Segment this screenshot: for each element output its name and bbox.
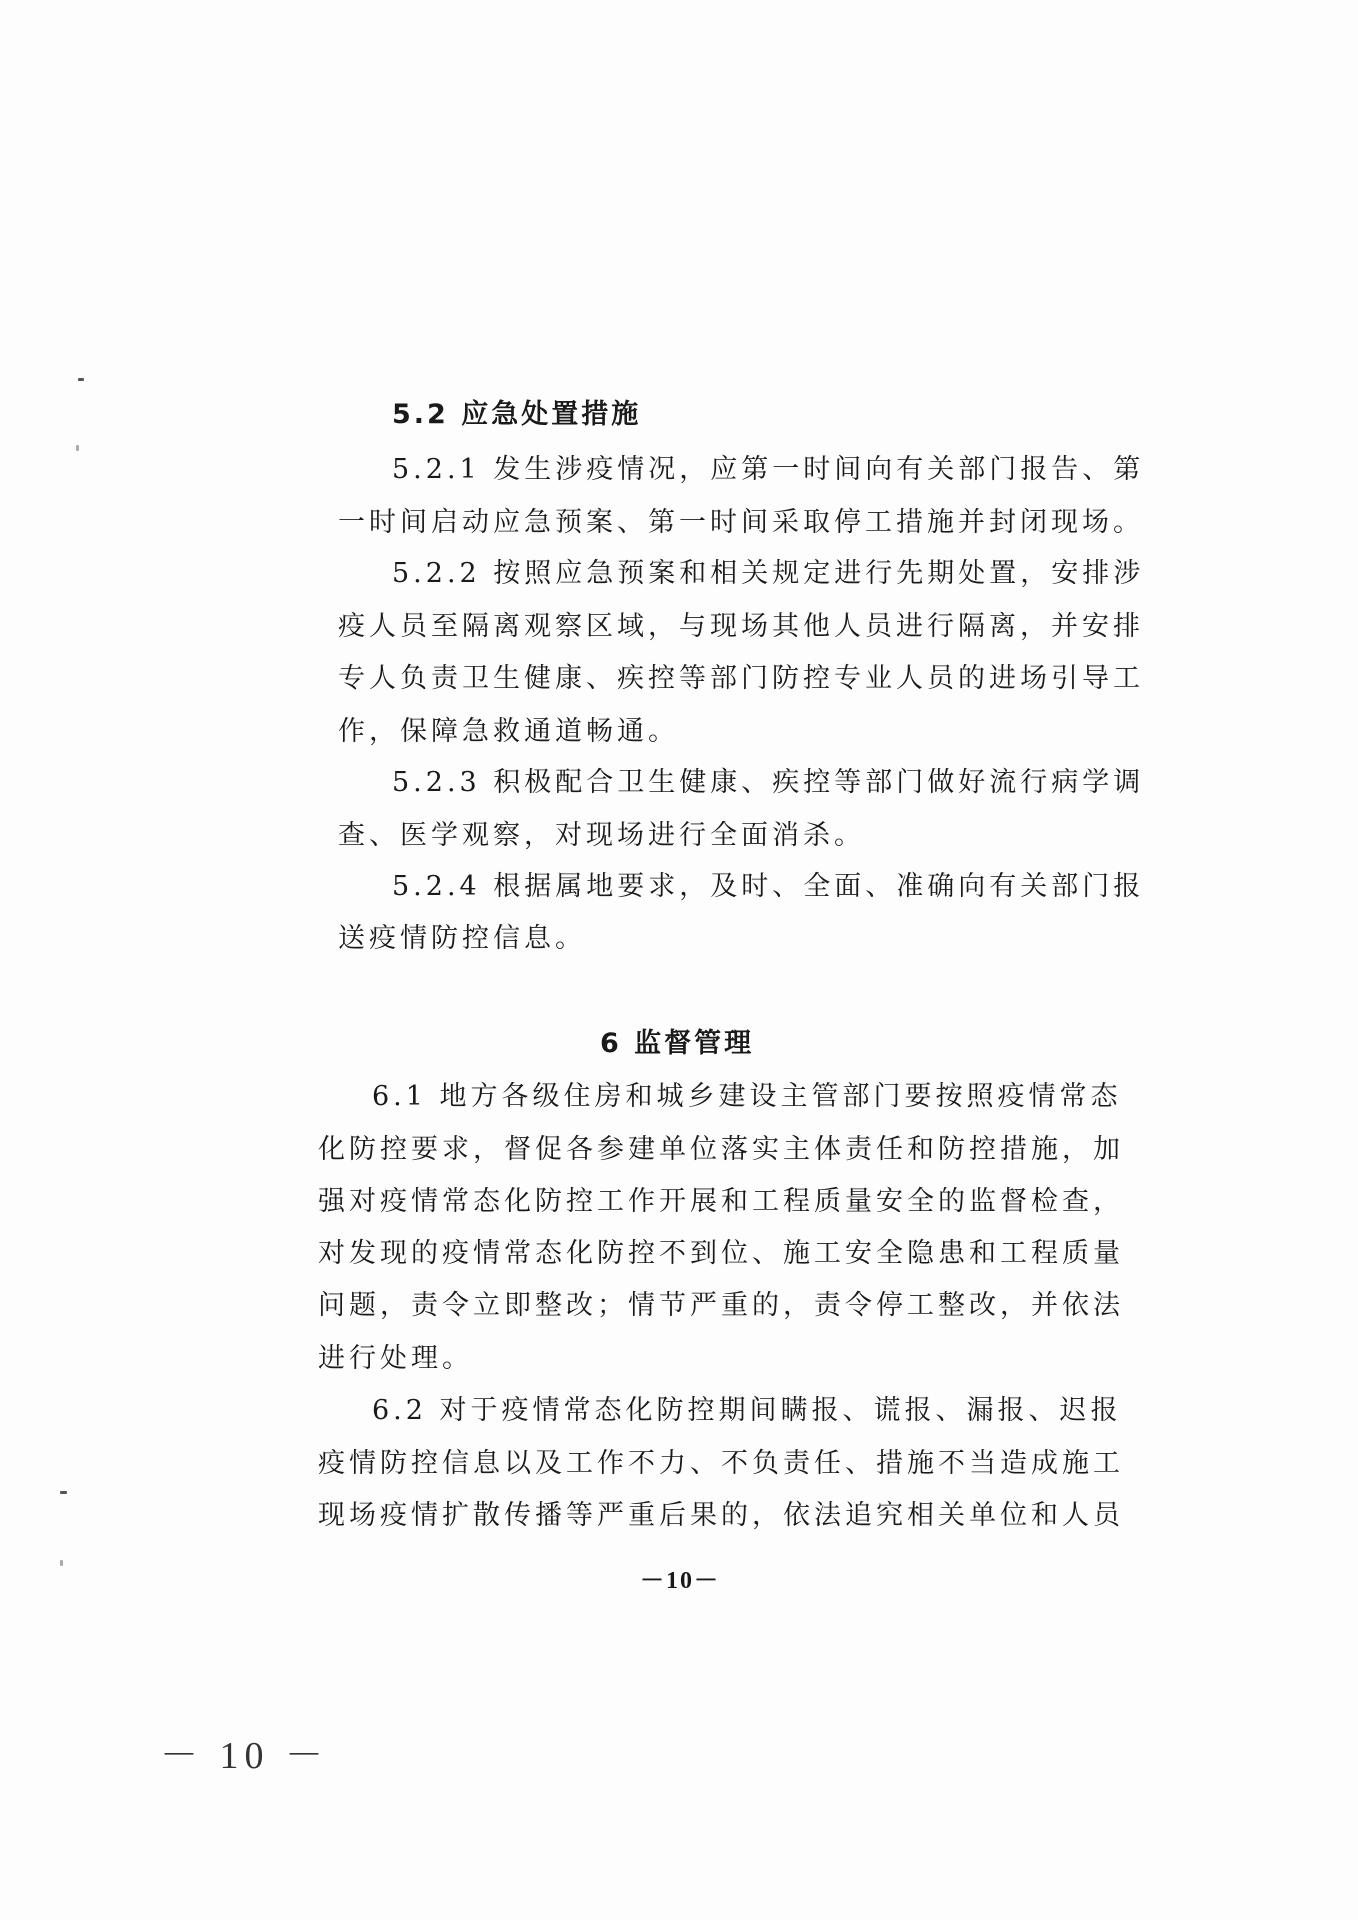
paragraph-line: 送疫情防控信息。 [338,923,586,954]
paragraph-line: 作，保障急救通道畅通。 [338,716,679,747]
page-number-outer: － 10 － [160,1735,330,1777]
paragraph-line: 5.2.3 积极配合卫生健康、疾控等部门做好流行病学调 [392,767,1145,798]
paragraph-line: 5.2.4 根据属地要求，及时、全面、准确向有关部门报 [392,871,1145,902]
scan-speck [78,378,84,381]
section-6-heading: 6 监督管理 [600,1028,755,1059]
scan-speck [60,1560,63,1566]
paragraph-line: 强对疫情常态化防控工作开展和工程质量安全的监督检查， [318,1186,1124,1217]
scan-speck [76,445,79,451]
paragraph-line: 6.1 地方各级住房和城乡建设主管部门要按照疫情常态 [372,1081,1122,1112]
paragraph-line: 对发现的疫情常态化防控不到位、施工安全隐患和工程质量 [318,1238,1124,1269]
paragraph-line: 专人负责卫生健康、疾控等部门防控专业人员的进场引导工 [338,663,1144,694]
page-number-inner: －10－ [640,1568,720,1594]
paragraph-line: 疫情防控信息以及工作不力、不负责任、措施不当造成施工 [318,1448,1124,1479]
paragraph-line: 5.2.1 发生涉疫情况，应第一时间向有关部门报告、第 [392,454,1145,485]
paragraph-line: 疫人员至隔离观察区域，与现场其他人员进行隔离，并安排 [338,611,1144,642]
paragraph-line: 进行处理。 [318,1343,473,1374]
section-5-2-heading: 5.2 应急处置措施 [392,399,642,430]
paragraph-line: 一时间启动应急预案、第一时间采取停工措施并封闭现场。 [338,507,1144,538]
paragraph-line: 问题，责令立即整改；情节严重的，责令停工整改，并依法 [318,1290,1124,1321]
paragraph-line: 查、医学观察，对现场进行全面消杀。 [338,820,865,851]
scan-speck [60,1491,67,1494]
paragraph-line: 6.2 对于疫情常态化防控期间瞒报、谎报、漏报、迟报 [372,1395,1122,1426]
paragraph-line: 化防控要求，督促各参建单位落实主体责任和防控措施，加 [318,1134,1124,1165]
paragraph-line: 5.2.2 按照应急预案和相关规定进行先期处置，安排涉 [392,558,1145,589]
paragraph-line: 现场疫情扩散传播等严重后果的，依法追究相关单位和人员 [318,1500,1124,1531]
